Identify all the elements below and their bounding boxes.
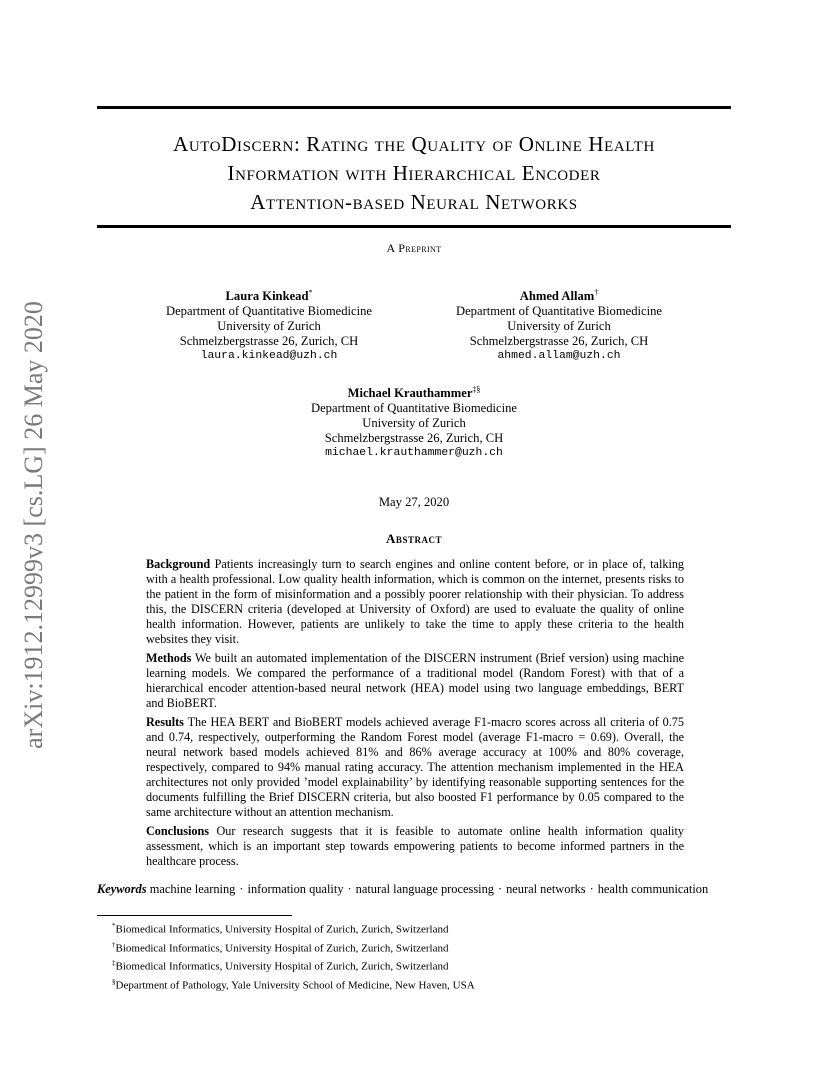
author-department: Department of Quantitative Biomedicine [311, 401, 517, 416]
keywords [97, 882, 731, 897]
author-block [409, 285, 709, 364]
author-email[interactable]: ahmed.allam@uzh.ch [497, 350, 621, 363]
footnote-rule [97, 915, 292, 916]
author-name: Laura Kinkead* [225, 288, 313, 304]
keyword-separator: · [497, 882, 503, 896]
author-address: Schmelzbergstrasse 26, Zurich, CH [179, 334, 359, 349]
author-block [119, 285, 419, 364]
title-rule-bottom [97, 225, 731, 228]
abstract-background: Background Patients increasingly turn to search engines and online content before, or in place of, talking with a health professional. Low quality health information, which is common on the internet, presents risks to the patient in the form of misinformation and a possibly poorer relationship with their physician. To address this, the DISCERN criteria (developed at University of Oxford) are used to evaluate the quality of online health information. However, patients are unlikely to take the time to apply these criteria to the health websites they visit. [146, 557, 685, 646]
preprint-label: A Preprint [386, 241, 442, 255]
arxiv-identifier: arXiv:1912.12999v3 [cs.LG] 26 May 2020 [19, 301, 48, 749]
abstract-heading: Abstract [386, 531, 442, 546]
title-line-2: Information with Hierarchical Encoder [227, 161, 601, 185]
footnote: *Biomedical Informatics, University Hospital of Zurich, Zurich, Switzerland [112, 922, 449, 936]
author-department: Department of Quantitative Biomedicine [456, 304, 662, 319]
keyword-separator: · [589, 882, 594, 896]
keyword-separator: · [239, 882, 244, 896]
author-university: University of Zurich [217, 319, 321, 334]
title-line-3: Attention-based Neural Networks [250, 190, 578, 214]
paper-date: May 27, 2020 [378, 495, 450, 509]
title-rule-top [97, 106, 731, 109]
author-name: Michael Krauthammer‡§ [347, 385, 481, 401]
keywords-label: Keywords [97, 882, 147, 896]
abstract-conclusions: Conclusions Our research suggests that it is feasible to automate online health information quality assessment, which is an important step towards empowering patients to become informed partners in the healthcare process. [146, 824, 684, 868]
footnotes [112, 919, 712, 994]
abstract-methods: Methods We built an automated implementation of the DISCERN instrument (Brief version) using machine learning models. We compared the performance of a traditional model (Random Forest) with that of a hierarchical encoder attention-based neural network (HEA) model using two language embeddings, BERT and BioBERT. [146, 651, 684, 710]
author-email[interactable]: michael.krauthammer@uzh.ch [325, 447, 503, 460]
author-mark: † [594, 288, 599, 297]
footnote: §Department of Pathology, Yale University School of Medicine, New Haven, USA [112, 977, 475, 992]
author-mark: ‡§ [472, 385, 481, 394]
author-department: Department of Quantitative Biomedicine [166, 304, 372, 319]
author-email[interactable]: laura.kinkead@uzh.ch [200, 350, 338, 363]
author-address: Schmelzbergstrasse 26, Zurich, CH [324, 431, 504, 446]
keyword: neural networks [506, 882, 586, 896]
author-address: Schmelzbergstrasse 26, Zurich, CH [469, 334, 649, 349]
keyword: health communication [597, 882, 709, 896]
keyword: natural language processing [355, 882, 494, 896]
title-line-1: AutoDiscern: Rating the Quality of Online Health [173, 132, 655, 156]
footnote: †Biomedical Informatics, University Hospital of Zurich, Zurich, Switzerland [112, 940, 449, 955]
keyword: information quality [247, 882, 344, 896]
author-university: University of Zurich [362, 416, 466, 431]
abstract-results: Results The HEA BERT and BioBERT models achieved average F1-macro scores across all criteria of 0.75 and 0.74, respectively, outperforming the Random Forest model (average F1-macro = 0.69). Overall, the neural network based models achieved 81% and 86% average accuracy at 100% and 80% coverage, respectively, compared to 94% manual rating accuracy. The attention mechanism implemented in the HEA architectures not only provided ’model explainability’ by identifying reasonable supporting sentences for the documents fulfilling the Brief DISCERN criteria, but also boosted F1 performance by 0.05 compared to the same architecture without an attention mechanism. [146, 715, 684, 819]
author-university: University of Zurich [507, 319, 611, 334]
keyword-separator: · [347, 882, 352, 896]
keyword: machine learning [149, 882, 236, 896]
author-mark: * [308, 288, 313, 297]
abstract-body [146, 557, 684, 873]
author-block [264, 382, 564, 461]
paper-title [97, 130, 731, 217]
footnote: ‡Biomedical Informatics, University Hospital of Zurich, Zurich, Switzerland [112, 959, 449, 973]
author-name: Ahmed Allam† [519, 288, 599, 304]
